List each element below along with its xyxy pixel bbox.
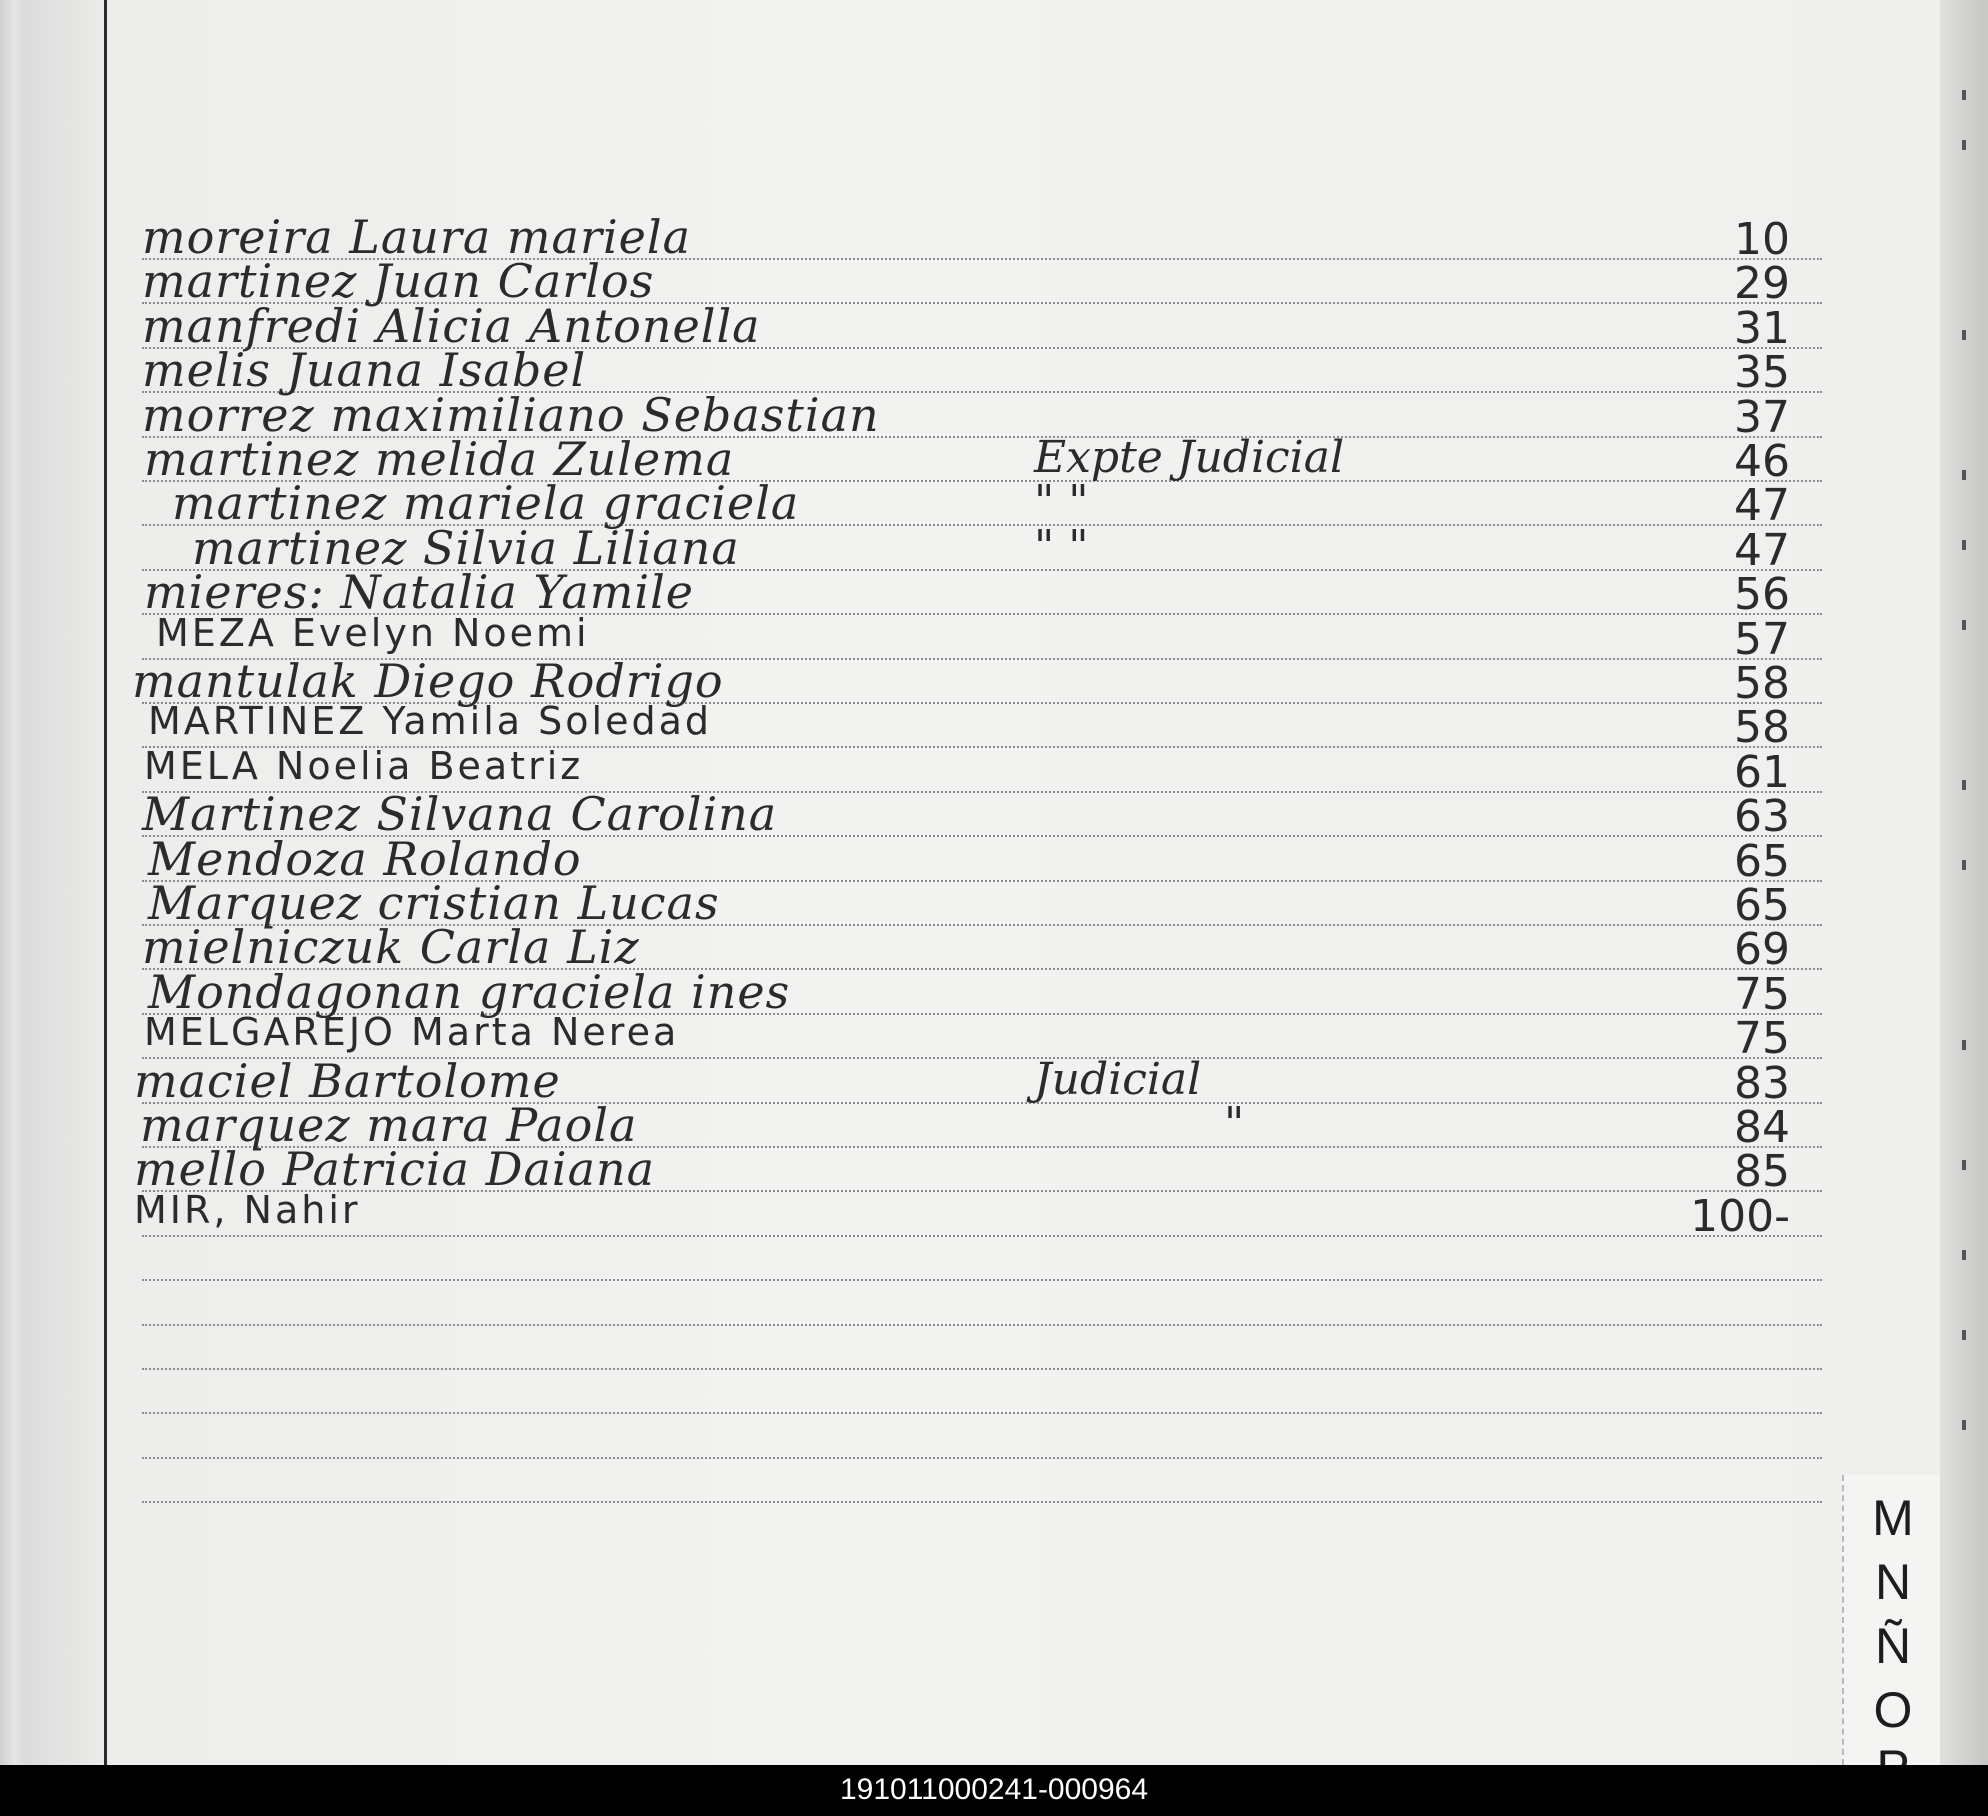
entry-page-number: 58 [1734, 658, 1790, 709]
ruled-line [142, 1457, 1822, 1459]
edge-mark [1962, 1160, 1966, 1170]
entry-page-number: 57 [1734, 614, 1790, 665]
index-tab-m[interactable]: M [1872, 1490, 1914, 1546]
entry-name: MIR, Nahir [134, 1188, 361, 1232]
entry-name: mello Patricia Daiana [134, 1142, 656, 1196]
entry-name: MEZA Evelyn Noemi [156, 611, 590, 655]
entry-name: MELGAREJO Marta Nerea [144, 1010, 680, 1054]
edge-mark [1962, 860, 1966, 870]
entry-name: martinez melida Zulema [144, 432, 735, 486]
edge-mark [1962, 1040, 1966, 1050]
ruled-line [142, 1412, 1822, 1414]
entry-page-number: 75 [1734, 1013, 1790, 1064]
entry-page-number: 65 [1734, 880, 1790, 931]
index-tab-enye[interactable]: Ñ [1874, 1618, 1912, 1674]
entry-name: Marquez cristian Lucas [148, 876, 720, 930]
entry-name: Mondagonan graciela ines [148, 965, 791, 1019]
entry-page-number: 69 [1734, 924, 1790, 975]
entry-name: marquez mara Paola [140, 1098, 638, 1152]
ruled-line [142, 1235, 1822, 1237]
index-tab-n[interactable]: N [1874, 1554, 1912, 1610]
entry-page-number: 84 [1734, 1102, 1790, 1153]
entry-name: morrez maximiliano Sebastian [142, 388, 880, 442]
entry-name: martinez Juan Carlos [142, 254, 655, 308]
entry-page-number: 56 [1734, 569, 1790, 620]
entry-name: MELA Noelia Beatriz [144, 744, 584, 788]
entry-name: Mendoza Rolando [148, 832, 582, 886]
entry-page-number: 75 [1734, 969, 1790, 1020]
edge-mark [1962, 780, 1966, 790]
entry-name: martinez mariela graciela [172, 476, 800, 530]
entry-page-number: 35 [1734, 347, 1790, 398]
margin-line [104, 0, 107, 1765]
entry-note: " [1224, 1098, 1245, 1149]
edge-mark [1962, 140, 1966, 150]
edge-mark [1962, 1420, 1966, 1430]
entry-page-number: 46 [1734, 436, 1790, 487]
edge-mark [1962, 1250, 1966, 1260]
entry-name: moreira Laura mariela [142, 210, 692, 264]
edge-mark [1962, 620, 1966, 630]
entry-page-number: 85 [1734, 1146, 1790, 1197]
edge-mark [1962, 90, 1966, 100]
entry-note: Judicial [1034, 1054, 1202, 1105]
edge-mark [1962, 1330, 1966, 1340]
entry-note: Expte Judicial [1034, 432, 1345, 483]
entry-page-number: 47 [1734, 480, 1790, 531]
entry-page-number: 63 [1734, 791, 1790, 842]
entry-page-number: 37 [1734, 392, 1790, 443]
entry-name: melis Juana Isabel [142, 343, 587, 397]
entry-name: MARTINEZ Yamila Soledad [148, 699, 712, 743]
entry-page-number: 58 [1734, 702, 1790, 753]
edge-mark [1962, 540, 1966, 550]
entry-note: " " [1034, 476, 1089, 527]
ledger-page [24, 0, 1940, 1765]
document-id: 191011000241-000964 [839, 1773, 1149, 1806]
ruled-line [142, 1324, 1822, 1326]
entry-name: mieres: Natalia Yamile [144, 565, 695, 619]
entry-page-number: 29 [1734, 258, 1790, 309]
entry-page-number: 65 [1734, 836, 1790, 887]
entry-page-number: 47 [1734, 525, 1790, 576]
edge-mark [1962, 470, 1966, 480]
entry-note: " " [1034, 521, 1089, 572]
page-edge [1940, 0, 1988, 1765]
entry-page-number: 10 [1734, 214, 1790, 265]
footer-bar [0, 1765, 1988, 1816]
entry-page-number: 31 [1734, 303, 1790, 354]
entry-name: maciel Bartolome [134, 1054, 561, 1108]
entry-name: Martinez Silvana Carolina [142, 787, 778, 841]
ruled-line [142, 1501, 1822, 1503]
ruled-line [142, 1368, 1822, 1370]
entry-name: mielniczuk Carla Liz [142, 920, 640, 974]
entry-name: mantulak Diego Rodrigo [132, 654, 724, 708]
entry-name: manfredi Alicia Antonella [142, 299, 761, 353]
index-tab-o[interactable]: O [1873, 1682, 1913, 1738]
index-tab-strip [1842, 1475, 1942, 1765]
entry-page-number: 83 [1734, 1058, 1790, 1109]
edge-mark [1962, 330, 1966, 340]
entry-page-number: 100- [1690, 1191, 1790, 1242]
entry-page-number: 61 [1734, 747, 1790, 798]
entry-name: martinez Silvia Liliana [192, 521, 740, 575]
book-binding [0, 0, 25, 1765]
ruled-line [142, 1279, 1822, 1281]
page-gutter [24, 0, 104, 1765]
